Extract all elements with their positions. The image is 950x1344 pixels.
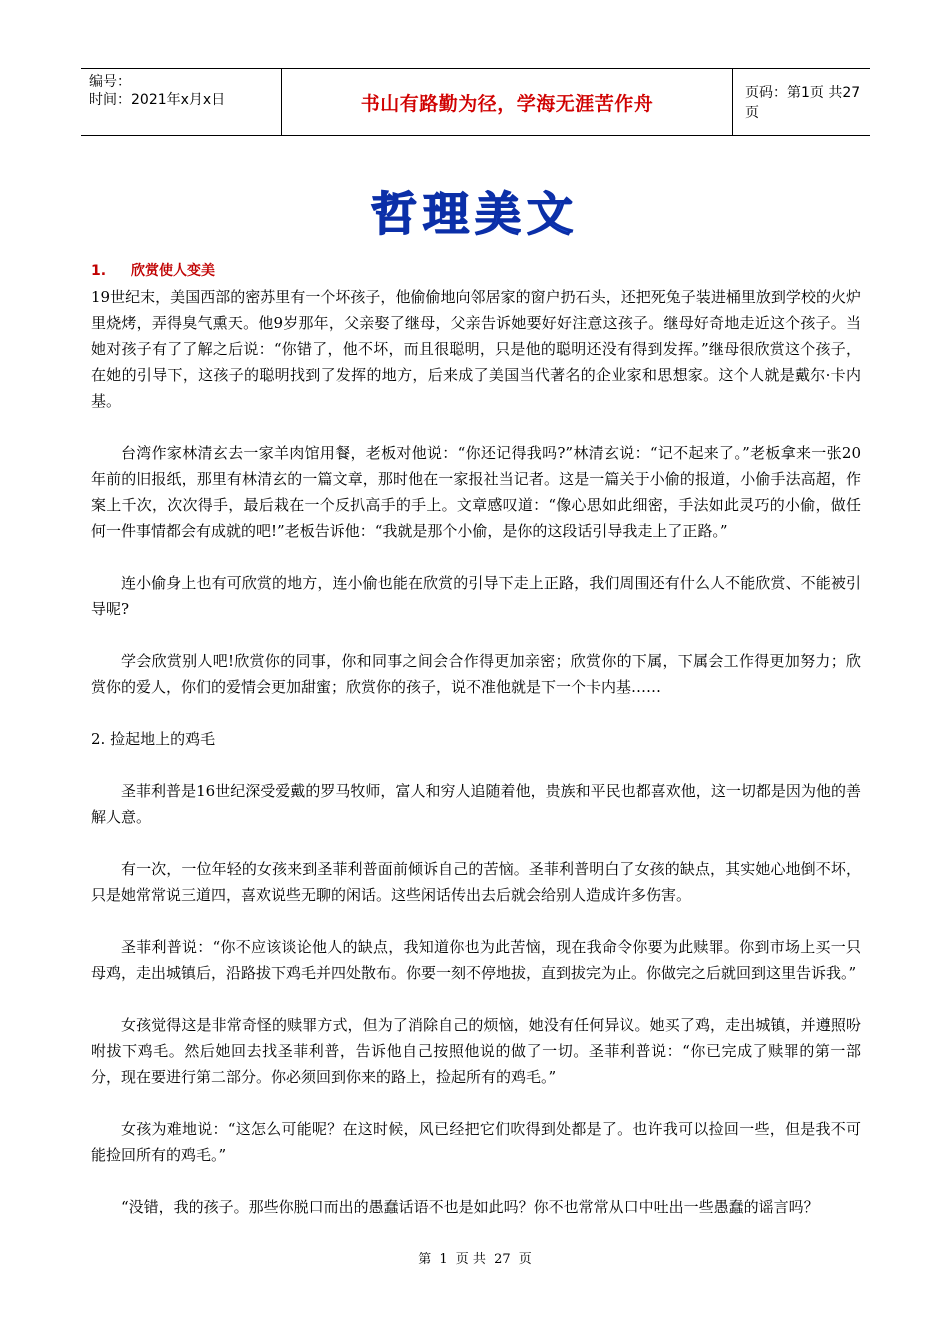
- footer-suffix: 页: [518, 1252, 532, 1267]
- paragraph-7: 圣菲利普说：“你不应该谈论他人的缺点，我知道你也为此苦恼，现在我命令你要为此赎罪。你到市场上买一只母鸡，走出城镇后，沿路拔下鸡毛并四处散布。你要一刻不停地拔，直到拔完为止。你做完之后就回到这里告诉我。”: [91, 938, 861, 982]
- footer-middle: 页 共: [455, 1252, 486, 1267]
- page-header: [81, 68, 870, 136]
- section-1-heading: [91, 258, 861, 284]
- paragraph-6: 有一次，一位年轻的女孩来到圣菲利普面前倾诉自己的苦恼。圣菲利普明白了女孩的缺点，其实她心地倒不坏，只是她常常说三道四，喜欢说些无聊的闲话。这些闲话传出去后就会给别人造成许多伤害。: [91, 860, 861, 904]
- section-1-title: 欣赏使人变美: [131, 263, 215, 279]
- document-title: 哲理美文: [371, 187, 579, 241]
- paragraph-2: 台湾作家林清玄去一家羊肉馆用餐，老板对他说：“你还记得我吗?”林清玄说：“记不起来了。”老板拿来一张20年前的旧报纸，那里有林清玄的一篇文章，那时他在一家报社当记者。这是一篇关于小偷的报道，小偷手法高超，作案上千次，次次得手，最后栽在一个反扒高手的手上。文章感叹道：“像心思如此细密，手法如此灵巧的小偷，做任何一件事情都会有成就的吧!”老板告诉他：“我就是那个小偷，是你的这段话引导我走上了正路。”: [91, 444, 861, 540]
- document-body: [91, 258, 861, 1220]
- footer-page-number: 1: [439, 1252, 448, 1267]
- paragraph-10: “没错，我的孩子。那些你脱口而出的愚蠢话语不也是如此吗？你不也常常从口中吐出一些愚蠢的谣言吗？: [121, 1198, 819, 1216]
- header-motto-cell: [282, 69, 733, 135]
- footer-total-pages: 27: [494, 1252, 511, 1267]
- footer-prefix: 第: [418, 1252, 432, 1267]
- header-page-info: 页码：第1页 共27页: [745, 85, 861, 121]
- paragraph-3: 连小偷身上也有可欣赏的地方，连小偷也能在欣赏的引导下走上正路，我们周围还有什么人不能欣赏、不能被引导呢?: [91, 574, 861, 618]
- paragraph-8: 女孩觉得这是非常奇怪的赎罪方式，但为了消除自己的烦恼，她没有任何异议。她买了鸡，走出城镇，并遵照吩咐拔下鸡毛。然后她回去找圣菲利普，告诉他自己按照他说的做了一切。圣菲利普说：“你已完成了赎罪的第一部分，现在要进行第二部分。你必须回到你来的路上，捡起所有的鸡毛。”: [91, 1016, 861, 1086]
- header-meta-cell: [81, 69, 282, 135]
- section-1-number: 1.: [91, 263, 107, 279]
- header-motto: 书山有路勤为径，学海无涯苦作舟: [360, 92, 654, 115]
- paragraph-9: 女孩为难地说：“这怎么可能呢？在这时候，风已经把它们吹得到处都是了。也许我可以捡回一些，但是我不可能捡回所有的鸡毛。”: [91, 1120, 861, 1164]
- section-2-heading: 2. 捡起地上的鸡毛: [91, 730, 216, 748]
- paragraph-1: 19世纪末，美国西部的密苏里有一个坏孩子，他偷偷地向邻居家的窗户扔石头，还把死兔子装进桶里放到学校的火炉里烧烤，弄得臭气熏天。他9岁那年，父亲娶了继母，父亲告诉她要好好注意这孩子。继母好奇地走近这个孩子。当她对孩子有了了解之后说：“你错了，他不坏，而且很聪明，只是他的聪明还没有得到发挥。”继母很欣赏这个孩子，在她的引导下，这孩子的聪明找到了发挥的地方，后来成了美国当代著名的企业家和思想家。这个人就是戴尔·卡内基。: [91, 288, 861, 410]
- doc-time-label: 时间：2021年x月x日: [89, 92, 226, 108]
- header-page-cell: [733, 69, 870, 135]
- page-footer: [0, 1248, 950, 1267]
- doc-number-label: 编号：: [89, 74, 131, 90]
- paragraph-4: 学会欣赏别人吧!欣赏你的同事，你和同事之间会合作得更加亲密；欣赏你的下属，下属会工作得更加努力；欣赏你的爱人，你们的爱情会更加甜蜜；欣赏你的孩子，说不准他就是下一个卡内基……: [91, 652, 861, 696]
- paragraph-5: 圣菲利普是16世纪深受爱戴的罗马牧师，富人和穷人追随着他，贵族和平民也都喜欢他，这一切都是因为他的善解人意。: [91, 782, 861, 826]
